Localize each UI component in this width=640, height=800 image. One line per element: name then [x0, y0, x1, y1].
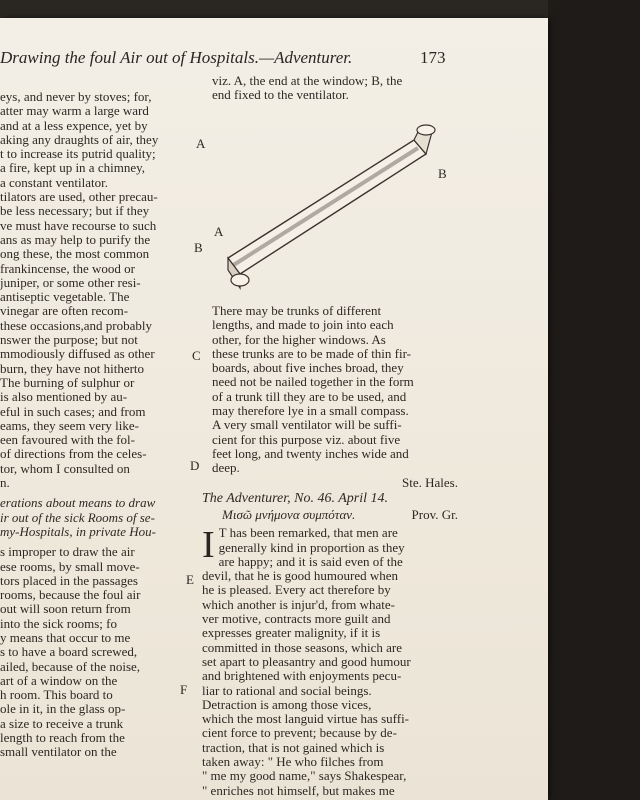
- body-text-line-13: Detraction is among those vices,: [202, 697, 372, 712]
- margin-letter-c: C: [192, 348, 201, 363]
- left-lower-line-3: tors placed in the passages: [0, 573, 138, 588]
- trunk-text-line-7: of a trunk till they are to be used, and: [212, 389, 407, 404]
- left-lower-line-8: s to have a board screwed,: [0, 645, 138, 660]
- left-text-line-18: nswer the purpose; but not: [0, 333, 138, 348]
- margin-letter-d: D: [190, 458, 200, 473]
- left-text-line-19: mmodiously diffused as other: [0, 347, 155, 362]
- figure-caption: [212, 74, 462, 103]
- left-text-line-21: The burning of sulphur or: [0, 375, 135, 390]
- left-lower-line-10: art of a window on the: [0, 673, 118, 688]
- trunk-text-line-6: need not be nailed together in the form: [212, 375, 414, 390]
- left-text-line-3: and at a less expence, yet by: [0, 118, 148, 133]
- left-lower-line-13: a size to receive a trunk: [0, 716, 124, 731]
- trunk-text-line-5: boards, about five inches broad, they: [212, 361, 404, 376]
- left-text-line-7: a constant ventilator.: [0, 175, 108, 190]
- left-lower-line-9: ailed, because of the noise,: [0, 659, 141, 674]
- body-text-line-5: he is pleased. Every act therefore by: [202, 583, 391, 598]
- binding-shadow: [548, 0, 640, 800]
- left-heading-line-1: erations about means to draw: [0, 496, 156, 511]
- body-text-line-10: set apart to pleasantry and good humour: [202, 654, 411, 669]
- left-text-line-12: ong these, the most common: [0, 247, 150, 262]
- left-text-line-24: eams, they seem very like-: [0, 418, 139, 433]
- left-text-line-11: ans as may help to purify the: [0, 232, 151, 247]
- body-text-line-6: which another is injur'd, from whate-: [202, 597, 395, 612]
- left-text-line-9: be less necessary; but if they: [0, 204, 150, 219]
- left-text-line-2: atter may warm a large ward: [0, 104, 149, 119]
- trunk-text-line-10: cient for this purpose viz. about five: [212, 432, 401, 447]
- left-lower-line-14: length to reach from the: [0, 731, 125, 746]
- left-text-line-5: t to increase its putrid quality;: [0, 147, 156, 162]
- left-column: [0, 90, 190, 760]
- trunk-text-line-8: may therefore lye in a small compass.: [212, 404, 409, 419]
- left-text-line-20: burn, they have not hitherto: [0, 361, 145, 376]
- left-text-line-27: of directions from the celes-: [0, 447, 147, 462]
- left-text-line-4: aking any draughts of air, they: [0, 132, 159, 147]
- adventurer-article: [202, 490, 464, 798]
- body-text-line-18: " me my good name," says Shakespear,: [202, 769, 407, 784]
- margin-letter-b: B: [194, 240, 203, 255]
- left-lower-line-11: h room. This board to: [0, 688, 113, 703]
- margin-letter-f: F: [180, 682, 188, 697]
- left-text-line-10: ve must have recourse to such: [0, 218, 157, 233]
- body-text-line-3: are happy; and it is said even of the: [218, 554, 403, 569]
- body-text-line-15: cient force to prevent; because by de-: [202, 726, 397, 741]
- body-text-line-11: and brightened with enjoyments pecu-: [202, 669, 402, 684]
- left-text-line-17: these occasions,and probably: [0, 318, 152, 333]
- left-text-line-28: tor, whom I consulted on: [0, 461, 130, 476]
- figure-label-a: A: [214, 224, 224, 239]
- left-text-line-14: juniper, or some other resi-: [0, 275, 141, 290]
- motto-row: [202, 508, 464, 522]
- left-text-line-15: antiseptic vegetable. The: [0, 290, 130, 305]
- caption-line-1: viz. A, the end at the window; B, the: [212, 74, 403, 88]
- running-title: Drawing the foul Air out of Hospitals.—Adventurer.: [0, 48, 353, 67]
- left-lower-line-12: ole in it, in the glass op-: [0, 702, 126, 717]
- body-text-line-14: which the most languid virtue has suffi-: [202, 712, 410, 727]
- left-text-line-29: n.: [0, 476, 10, 491]
- body-text-line-7: ver motive, contracts more guilt and: [202, 612, 391, 627]
- motto-greek: Μισῶ μνήμονα συμπόταν.: [222, 508, 356, 522]
- left-heading-line-2: ir out of the sick Rooms of se-: [0, 510, 155, 525]
- ventilator-trunk-illustration: [200, 118, 460, 298]
- body-text-line-4: devil, that he is good humoured when: [202, 569, 399, 584]
- margin-letter-a: A: [196, 136, 206, 151]
- left-text-line-22: is also mentioned by au-: [0, 390, 128, 405]
- left-text-line-1: eys, and never by stoves; for,: [0, 90, 152, 104]
- left-text-line-8: tilators are used, other precau-: [0, 190, 158, 205]
- trunk-instructions: [212, 304, 462, 490]
- left-text-line-26: een favoured with the fol-: [0, 433, 136, 448]
- masthead: The Adventurer, No. 46. April 14.: [202, 491, 389, 506]
- left-text-line-23: eful in such cases; and from: [0, 404, 146, 419]
- caption-line-2: end fixed to the ventilator.: [212, 88, 349, 103]
- motto-source: Prov. Gr.: [411, 508, 458, 522]
- page-number: 173: [420, 48, 446, 67]
- left-lower-line-2: ese rooms, by small move-: [0, 559, 140, 574]
- trunk-text-line-12: deep.: [212, 461, 240, 476]
- left-lower-line-5: out will soon return from: [0, 602, 131, 617]
- newspaper-page: [0, 18, 548, 800]
- left-lower-line-1: s improper to draw the air: [0, 545, 135, 560]
- left-text-line-16: vinegar are often recom-: [0, 304, 129, 319]
- body-text-line-8: expresses greater malignity, if it is: [202, 626, 381, 641]
- left-text-line-6: a fire, kept up in a chimney,: [0, 161, 145, 176]
- body-text-line-9: committed in those seasons, which are: [202, 640, 403, 655]
- trunk-text-line-3: other, for the higher windows. As: [212, 332, 386, 347]
- left-text-line-13: frankincense, the wood or: [0, 261, 136, 276]
- left-lower-line-6: into the sick rooms; fo: [0, 616, 117, 631]
- figure-label-b: B: [438, 166, 447, 181]
- body-text-line-1: T has been remarked, that men are: [218, 526, 398, 541]
- left-lower-line-4: rooms, because the foul air: [0, 588, 141, 603]
- trunk-text-line-9: A very small ventilator will be suffi-: [212, 418, 402, 433]
- running-header: [0, 48, 470, 74]
- body-text-line-17: taken away: " He who filches from: [202, 755, 384, 770]
- signature: Ste. Hales.: [402, 475, 458, 490]
- trunk-text-line-1: There may be trunks of different: [212, 304, 382, 318]
- left-lower-line-15: small ventilator on the: [0, 745, 117, 760]
- body-text-line-16: traction, that is not gained which is: [202, 740, 385, 755]
- article-body: [202, 526, 464, 798]
- body-text-line-2: generally kind in proportion as they: [218, 540, 405, 555]
- margin-letter-e: E: [186, 572, 194, 587]
- dropcap: I: [202, 524, 215, 567]
- left-lower-line-7: y means that occur to me: [0, 630, 131, 645]
- trunk-drawing: [228, 125, 435, 288]
- trunk-text-line-4: these trunks are to be made of thin fir-: [212, 346, 412, 361]
- body-text-line-12: liar to rational and social beings.: [202, 683, 372, 698]
- body-text-line-19: " enriches not himself, but makes me: [202, 783, 395, 798]
- trunk-text-line-11: feet long, and twenty inches wide and: [212, 446, 409, 461]
- left-heading-line-3: my-Hospitals, in private Hou-: [0, 524, 156, 539]
- trunk-text-line-2: lengths, and made to join into each: [212, 318, 394, 333]
